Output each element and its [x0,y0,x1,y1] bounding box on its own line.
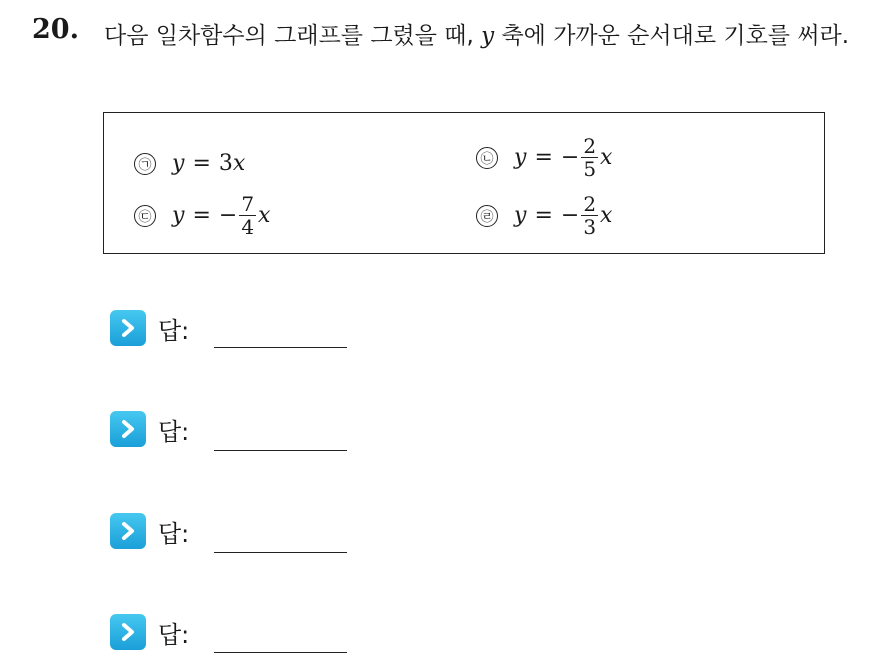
option-sign: − [218,203,238,228]
answer-row-3 [110,513,189,549]
answer-row-4 [110,614,189,650]
option-fraction [581,135,598,180]
option-coefficient: 3 [218,151,233,176]
option-lhs: y [172,203,185,228]
question-text-after: 축에 가까운 순서대로 기호를 써라. [494,23,850,49]
chevron-right-icon [110,411,146,447]
fraction-denominator: 3 [583,215,597,239]
option-3 [134,193,270,238]
answer-row-2 [110,411,189,447]
answer-blank-4[interactable] [214,652,347,653]
chevron-right-icon [110,513,146,549]
answer-label: 답: [158,417,190,446]
question-number: 20. [32,14,79,45]
option-fraction [239,193,256,238]
fraction-numerator: 2 [583,192,597,216]
option-lhs: y [172,151,185,176]
option-equals: = [192,151,211,176]
option-symbol: ㉠ [134,153,156,175]
fraction-numerator: 2 [583,134,597,158]
question-variable: y [481,23,495,49]
answer-row-1 [110,310,189,346]
chevron-right-icon [110,310,146,346]
option-sign: − [560,203,580,228]
chevron-right-icon [110,614,146,650]
option-sign: − [560,145,580,170]
fraction-denominator: 4 [241,215,255,239]
option-symbol: ㉣ [476,205,498,227]
option-symbol: ㉡ [476,147,498,169]
option-equals: = [534,203,553,228]
answer-blank-1[interactable] [214,347,347,348]
option-lhs: y [514,203,527,228]
option-2 [476,135,612,180]
option-var: x [232,151,246,176]
fraction-numerator: 7 [241,192,255,216]
option-4 [476,193,612,238]
option-equals: = [192,203,211,228]
answer-label: 답: [158,316,190,345]
fraction-denominator: 5 [583,157,597,181]
option-var: x [600,145,613,170]
option-symbol: ㉢ [134,205,156,227]
option-fraction [581,193,598,238]
option-var: x [258,203,271,228]
option-1 [134,151,245,176]
answer-label: 답: [158,620,190,649]
option-var: x [600,203,613,228]
answer-label: 답: [158,519,190,548]
answer-blank-2[interactable] [214,450,347,451]
question-text [104,16,874,56]
options-box [103,112,825,254]
question-text-before: 다음 일차함수의 그래프를 그렸을 때, [104,23,482,49]
answer-blank-3[interactable] [214,552,347,553]
option-lhs: y [514,145,527,170]
option-equals: = [534,145,553,170]
